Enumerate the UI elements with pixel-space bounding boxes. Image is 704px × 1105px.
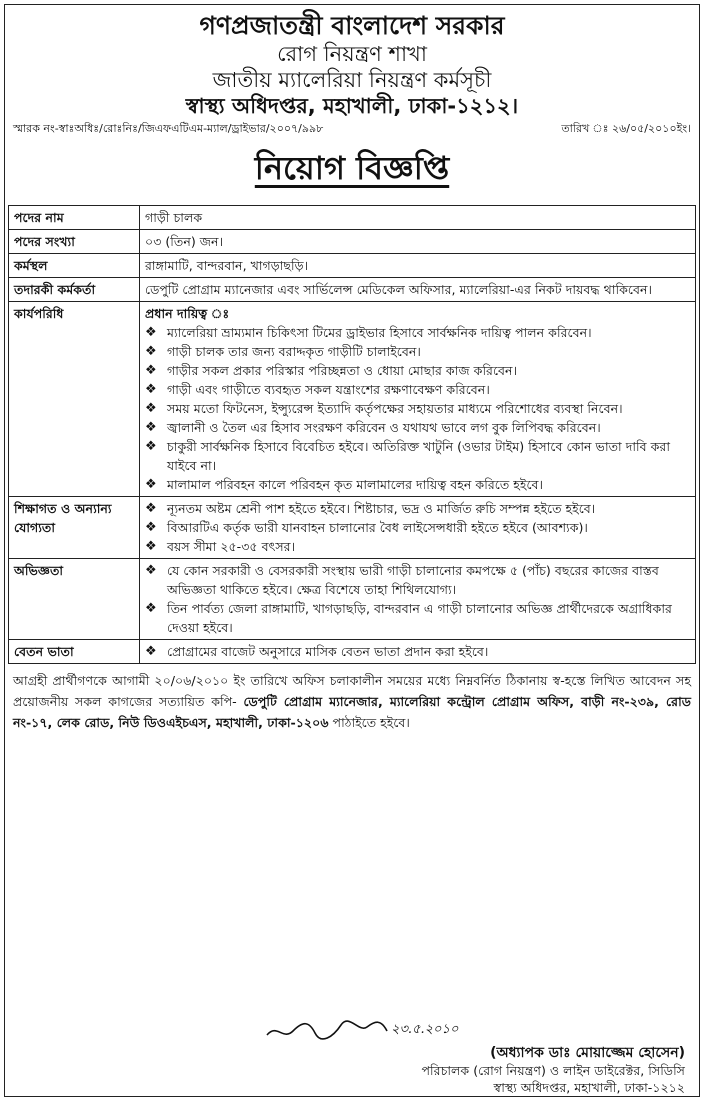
diamond-bullet-icon: ❖ — [145, 644, 157, 659]
table-row — [9, 278, 696, 302]
list-item: ❖ গাড়ী এবং গাড়ীতে ব্যবহৃত সকল যন্ত্রাংশের রক্ষণাবেক্ষণ করিবেন। — [145, 382, 490, 397]
list-item: ❖ তিন পার্বত্য জেলা রাঙ্গামাটি, খাগড়াছড়ি, বান্দরবান এ গাড়ী চালানোর অভিজ্ঞ প্রার্থীদেরকে অগ্রাধিকার দেওয়া হইবে। — [145, 601, 672, 635]
closing-suffix: পাঠাইতে হইবে। — [328, 715, 410, 730]
salary-list — [145, 642, 690, 661]
list-item: ❖ বিআরটিএ কর্তৃক ভারী যানবাহন চালানোর বৈধ লাইসেন্সধারী হইতে হইবে (আবশ্যক)। — [145, 520, 588, 535]
post-count-label: পদের সংখ্যা — [9, 230, 140, 254]
diamond-bullet-icon: ❖ — [145, 539, 157, 554]
notice-page — [4, 4, 700, 1097]
closing-paragraph — [5, 664, 699, 733]
duties-label: কার্যপরিধি — [9, 302, 140, 497]
salary-label: বেতন ভাতা — [9, 640, 140, 664]
application-address: ডেপুটি প্রোগ্রাম ম্যানেজার, ম্যালেরিয়া কন্ট্রোল প্রোগ্রাম অফিস, বাড়ী নং-২৩৯, রোড নং-১৭, লেক রোড, নিউ ডিওএইচএস, মহাখালী, ঢাকা-১২০৬ — [13, 694, 691, 730]
experience-label: অভিজ্ঞতা — [9, 559, 140, 640]
program-title: জাতীয় ম্যালেরিয়া নিয়ন্ত্রণ কর্মসূচী — [212, 68, 492, 92]
signature-mark — [263, 1011, 463, 1045]
diamond-bullet-icon: ❖ — [145, 363, 157, 378]
signatory-office: স্বাস্থ্য অধিদপ্তর, মহাখালী, ঢাকা-১২১২ — [493, 1080, 685, 1095]
education-list — [145, 499, 690, 556]
list-item: ❖ সময় মতো ফিটনেস, ইন্স্যুরেন্স ইত্যাদি কর্তৃপক্ষের সহায়তার মাধ্যমে পরিশোধের ব্যবস্থা নিবেন। — [145, 401, 623, 416]
list-item: ❖ ম্যালেরিয়া ভ্রাম্যমান চিকিৎসা টিমের ড্রাইভার হিসাবে সার্বক্ষনিক দায়িত্ব পালন করিবেন। — [145, 325, 592, 340]
workplace-label: কর্মস্থল — [9, 254, 140, 278]
memo-date: তারিখ ঃ ২৬/০৫/২০১০ইং। — [561, 122, 691, 135]
list-item: ❖ ন্যূনতম অষ্টম শ্রেনী পাশ হইতে হইবে। শিষ্টাচার, ভদ্র ও মার্জিত রুচি সম্পন্ন হইতে হইবে। — [145, 501, 596, 516]
list-item: ❖ জ্বালানী ও তৈল এর হিসাব সংরক্ষণ করিবেন ও যথাযথ ভাবে লগ বুক লিপিবদ্ধ করিবেন। — [145, 420, 601, 435]
diamond-bullet-icon: ❖ — [145, 325, 157, 340]
signatory-block — [422, 1045, 686, 1096]
notice-title-wrap — [5, 143, 699, 197]
memo-line — [5, 119, 699, 137]
table-row — [9, 230, 696, 254]
diamond-bullet-icon: ❖ — [145, 344, 157, 359]
list-item: ❖ প্রোগ্রামের বাজেট অনুসারে মাসিক বেতন ভাতা প্রদান করা হইবে। — [145, 644, 489, 659]
table-row — [9, 497, 696, 559]
signatory-name: (অধ্যাপক ডাঃ মোয়াজ্জেম হোসেন) — [490, 1045, 685, 1061]
govt-title: গণপ্রজাতন্ত্রী বাংলাদেশ সরকার — [199, 11, 505, 40]
list-item: ❖ বয়স সীমা ২৫-৩৫ বৎসর। — [145, 539, 296, 554]
duties-cell — [140, 302, 696, 497]
signatory-designation: পরিচালক (রোগ নিয়ন্ত্রণ) ও লাইন ডাইরেক্টর, সিডিসি — [421, 1063, 685, 1078]
memo-reference: স্মারক নং-স্বাঃঅধিঃ/রোঃনিঃ/জিএফএটিএম-ম্যাল/ড্রাইভার/২০০৭/৯৯৮ — [13, 122, 324, 135]
post-name-value: গাড়ী চালক — [140, 206, 696, 230]
table-row — [9, 559, 696, 640]
header — [5, 11, 699, 119]
diamond-bullet-icon: ❖ — [145, 563, 157, 578]
list-item: ❖ চাকুরী সার্বক্ষনিক হিসাবে বিবেচিত হইবে। অতিরিক্ত খাটুনি (ওভার টাইম) হিসাবে কোন ভাতা দাবি করা যাইবে না। — [145, 439, 670, 473]
table-row — [9, 640, 696, 664]
notice-title: নিয়োগ বিজ্ঞপ্তি — [254, 149, 450, 187]
table-row — [9, 254, 696, 278]
list-item: ❖ যে কোন সরকারী ও বেসরকারী সংস্থায় ভারী গাড়ী চালানোর কমপক্ষে ৫ (পাঁচ) বছরের কাজের বাস্তব অভিজ্ঞতা থাকিতে হইবে। ক্ষেত্র বিশেষে তাহা শিথিলযোগ্য। — [145, 563, 659, 597]
diamond-bullet-icon: ❖ — [145, 439, 157, 454]
duties-list — [145, 323, 690, 494]
table-row — [9, 206, 696, 230]
office-address: স্বাস্থ্য অধিদপ্তর, মহাখালী, ঢাকা-১২১২। — [185, 94, 519, 118]
duties-heading: প্রধান দায়িত্ব ঃ — [145, 306, 230, 321]
diamond-bullet-icon: ❖ — [145, 501, 157, 516]
salary-cell — [140, 640, 696, 664]
post-name-label: পদের নাম — [9, 206, 140, 230]
post-count-value: ০৩ (তিন) জন। — [140, 230, 696, 254]
diamond-bullet-icon: ❖ — [145, 401, 157, 416]
supervisor-label: তদারকী কর্মকর্তা — [9, 278, 140, 302]
list-item: ❖ গাড়ী চালক তার জন্য বরাদ্দকৃত গাড়ীটি চালাইবেন। — [145, 344, 421, 359]
experience-cell — [140, 559, 696, 640]
diamond-bullet-icon: ❖ — [145, 477, 157, 492]
experience-list — [145, 561, 690, 637]
list-item: ❖ মালামাল পরিবহন কালে পরিবহন কৃত মালামালের দায়িত্ব বহন করিতে হইবে। — [145, 477, 544, 492]
education-label: শিক্ষাগত ও অন্যান্য যোগ্যতা — [9, 497, 140, 559]
list-item: ❖ গাড়ীর সকল প্রকার পরিস্কার পরিচ্ছন্নতা ও ধোয়া মোছার কাজ করিবেন। — [145, 363, 518, 378]
diamond-bullet-icon: ❖ — [145, 382, 157, 397]
education-cell — [140, 497, 696, 559]
workplace-value: রাঙ্গামাটি, বান্দরবান, খাগড়াছড়ি। — [140, 254, 696, 278]
supervisor-value: ডেপুটি প্রোগ্রাম ম্যানেজার এবং সার্ভিলেন্স মেডিকেল অফিসার, ম্যালেরিয়া-এর নিকট দায়বদ্ধ থাকিবেন। — [140, 278, 696, 302]
branch-title: রোগ নিয়ন্ত্রণ শাখা — [277, 42, 427, 66]
diamond-bullet-icon: ❖ — [145, 601, 157, 616]
diamond-bullet-icon: ❖ — [145, 520, 157, 535]
table-row — [9, 302, 696, 497]
diamond-bullet-icon: ❖ — [145, 420, 157, 435]
closing-text: আগ্রহী প্রার্থীগণকে আগামী ২০/০৬/২০১০ ইং তারিখে অফিস চলাকালীন সময়ের মধ্যে নিম্নবর্নিত ঠিকানায় স্ব-হস্তে লিখিত আবেদন সহ প্রয়োজনীয় সকল কাগজের সত্যায়িত কপি- — [13, 673, 691, 709]
details-table — [8, 205, 696, 664]
signature-date: ২৩.৫.২০১০ — [391, 1022, 459, 1037]
